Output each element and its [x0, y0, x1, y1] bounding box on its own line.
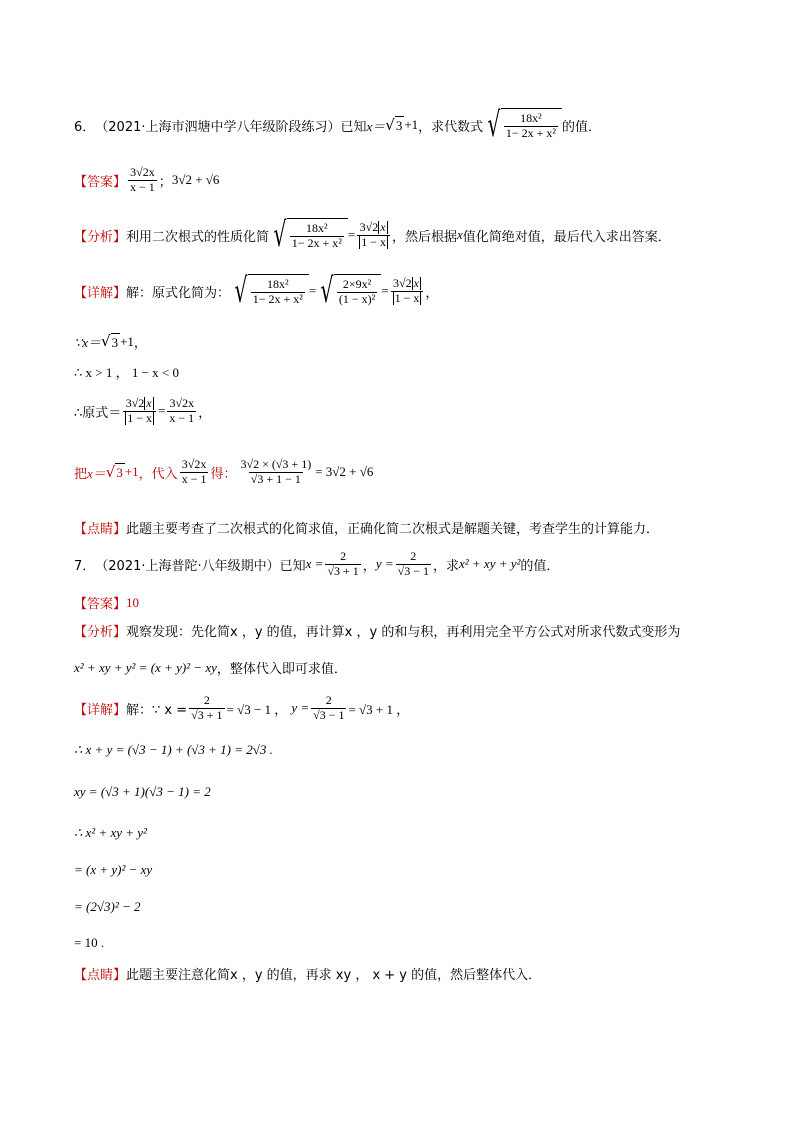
q7-step-4: = (x + y)² − xy	[74, 862, 153, 877]
q6-detail: 【详解】 解：原式化简为： √ $\frac{\text{18x²}}{\text{1− 2x + x²}}$ = √ $\frac{\text{2×9x²}}{\text{(1 − x)²}}$ = $\frac{3√2 x}{1 - x}$ ，	[74, 271, 439, 311]
q7-step-3: ∴ x² + xy + y²	[74, 825, 147, 840]
q7-comment: 【点睛】 此题主要注意化简x ，y 的值，再求 xy ， x + y 的值，然后整体代入．	[74, 968, 542, 983]
q7-detail: 【详解】 解：∵ x = $\frac{2}{√3 + 1}$ = √3 − 1 ， y = $\frac{2}{√3 - 1}$ = √3 + 1 ，	[74, 693, 410, 722]
q6-ask-end: 的值．	[561, 119, 601, 135]
q7-step-6: = 10 .	[74, 935, 105, 950]
q6-big-sqrt: √ $\frac{\text{18x²}}{\text{1− 2x + x²}}$	[483, 108, 562, 142]
q7-step-2: xy = (√3 + 1)(√3 − 1) = 2	[74, 784, 211, 799]
q6-therefore1: ∴ x > 1 ， 1 − x < 0	[74, 365, 180, 380]
q6-source: （2021·上海市泗塘中学八年级阶段练习）已知	[95, 119, 367, 135]
q6-therefore2: ∴原式＝ $\frac{3√2 x}{1 - x}$ = $\frac{3√2x}{x - 1}$ ，	[74, 396, 212, 425]
q6-answer-fraction: $\frac{3√2x}{x - 1}$	[130, 165, 155, 194]
q6-sqrt3: √ 3	[385, 115, 403, 134]
q6-answer-value: 3√2 + √6	[171, 172, 220, 188]
q6-substitute: 把 x＝ √ 3 +1 ，代入 $\frac{3√2x}{x - 1}$ 得： $\frac{3√2 \times (√3 + 1)}{√3 + 1 - 1}$ = 3√2 + √6	[74, 457, 374, 486]
q7-answer-value: 10	[126, 594, 140, 610]
analysis-tag: 【分析】	[74, 229, 127, 245]
q7-stem: 7． （2021·上海普陀·八年级期中）已知 x = $\frac{2}{√3 + 1}$ ， y = $\frac{2}{√3 - 1}$ ，求 x² + xy + y² 的值．	[74, 549, 560, 578]
q6-cond-tail: ，求代数式	[418, 119, 484, 135]
q6-answer: 【答案】 $\frac{3√2x}{x - 1}$ ； 3√2 + √6	[74, 165, 220, 194]
answer-tag: 【答案】	[74, 174, 127, 190]
q7-number: 7．	[74, 558, 96, 574]
q6-number: 6．	[74, 119, 96, 135]
q6-stem: 6． （2021·上海市泗塘中学八年级阶段练习）已知 x＝ √ 3 +1 ，求代数式 √ $\frac{\text{18x²}}{\text{1− 2x + x²}}$ 的值．	[74, 105, 601, 145]
q6-analysis: 【分析】 利用二次根式的性质化简 √ $\frac{\text{18x²}}{\text{1− 2x + x²}}$ = $\frac{3√2 x}{1 - x}$ ，然后根据 x 值化简绝对值，最后代入求出答案．	[74, 215, 671, 255]
comment-tag: 【点睛】	[74, 522, 127, 537]
q6-because: ∵x＝ √ 3 +1 ，	[74, 332, 147, 351]
q7-analysis: 【分析】 观察发现：先化简x ，y 的值，再计算x ，y 的和与积，再利用完全平方公式对所求代数式变形为	[74, 625, 681, 640]
q7-step-5: = (2√3)² − 2	[74, 899, 141, 914]
q6-cond-x: x＝	[366, 118, 386, 134]
q7-answer: 【答案】 10	[74, 594, 140, 612]
q6-comment: 【点睛】 此题主要考查了二次根式的化简求值，正确化简二次根式是解题关键，考查学生的计算能力．	[74, 518, 659, 537]
q7-source: （2021·上海普陀·八年级期中）已知	[95, 558, 306, 574]
q7-analysis-2: x² + xy + y² = (x + y)² − xy ，整体代入即可求值．	[74, 659, 347, 677]
detail-tag: 【详解】	[74, 285, 127, 301]
q7-step-1: ∴ x + y = (√3 − 1) + (√3 + 1) = 2√3 .	[74, 742, 273, 757]
